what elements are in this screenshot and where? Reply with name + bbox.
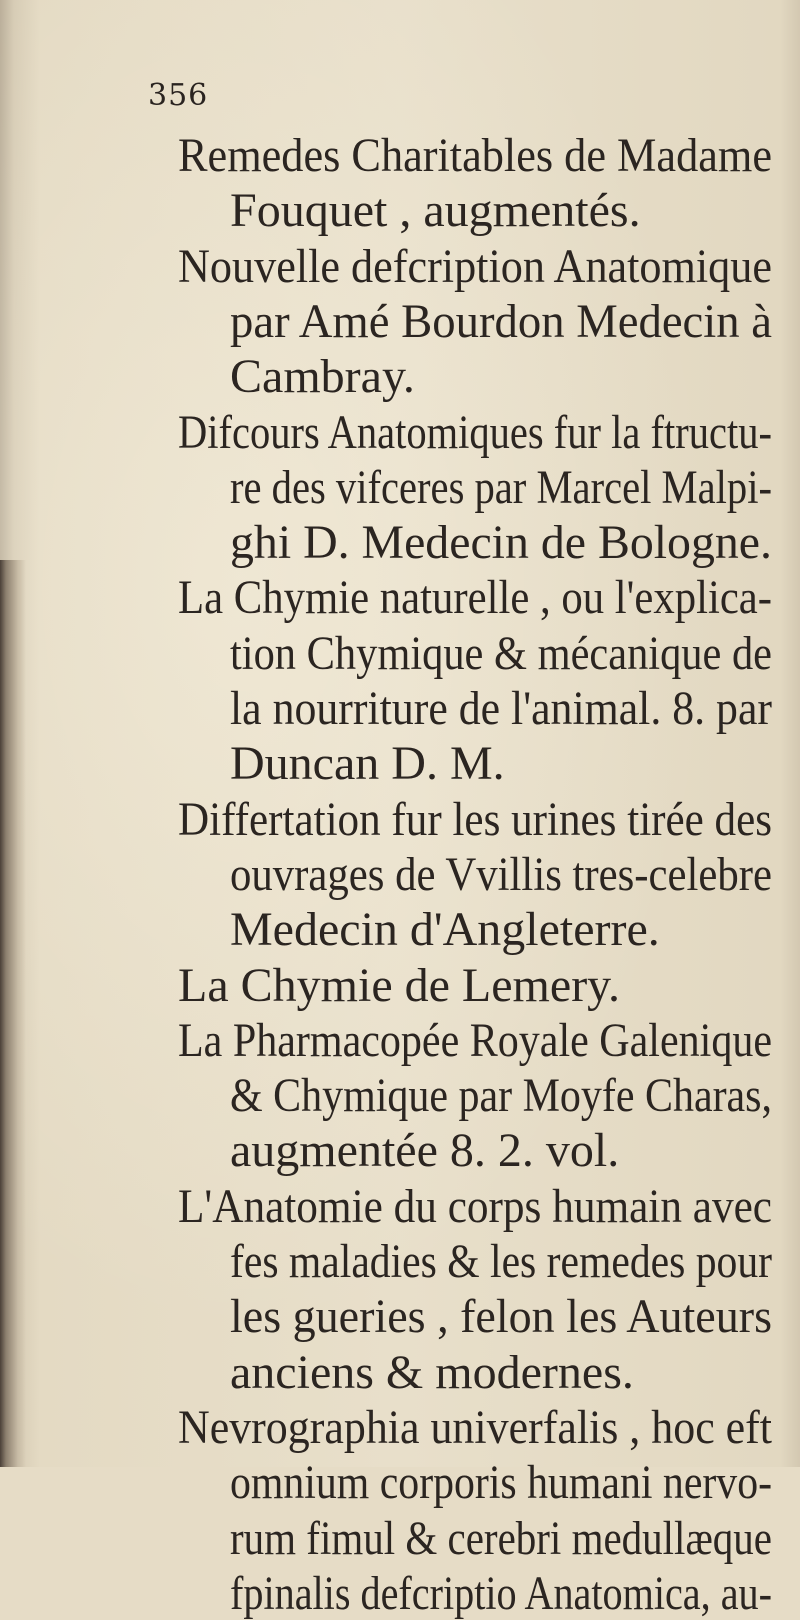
entry-title-line: Nevrographia univerfalis , hoc eft [178,1400,772,1454]
entry-continuation-line: les gueries , felon les Auteurs [230,1290,772,1344]
entry-continuation-line: re des vifceres par Marcel Malpi- [230,460,772,514]
entry-continuation-line: Duncan D. M. [230,737,505,791]
entry-continuation-line: par Amé Bourdon Medecin à [230,294,772,348]
entry-continuation-line: augmentée 8. 2. vol. [230,1124,620,1178]
entry-continuation-line: Medecin d'Angleterre. [230,903,660,957]
entry-continuation-line: ghi D. Medecin de Bologne. [230,516,772,570]
page-number: 356 [148,78,209,113]
entry-title-line: La Pharmacopée Royale Galenique [178,1013,772,1067]
entry-title-line: Nouvelle defcription Anatomique [178,239,772,293]
entry-continuation-line: tion Chymique & mécanique de [230,626,772,680]
entry-title-line: Differtation fur les urines tirée des [178,792,772,846]
entry-continuation-line: rum fimul & cerebri medullæque [230,1511,772,1565]
entry-continuation-line: Fouquet , augmentés. [230,184,641,238]
entry-continuation-line: Cambray. [230,350,415,404]
entry-title-line: Difcours Anatomiques fur la ftructu- [178,405,772,459]
entry-continuation-line: & Chymique par Moyfe Charas, [230,1069,772,1123]
entry-title-line: La Chymie naturelle , ou l'explica- [178,571,772,625]
binding-shadow [0,560,26,1467]
entry-continuation-line: anciens & modernes. [230,1345,634,1399]
entry-continuation-line: la nourriture de l'animal. 8. par [230,682,772,735]
entry-title-line: La Chymie de Lemery. [178,958,621,1012]
entry-continuation-line: ouvrages de Vvillis tres-celebre [230,847,772,901]
entry-title-line: L'Anatomie du corps humain avec [178,1179,772,1233]
entry-continuation-line: omnium corporis humani nervo- [230,1456,772,1510]
entry-continuation-line: fpinalis defcriptio Anatomica, au- [230,1566,772,1620]
entry-continuation-line: fes maladies & les remedes pour [230,1235,772,1288]
entry-title-line: Remedes Charitables de Madame [178,129,772,182]
